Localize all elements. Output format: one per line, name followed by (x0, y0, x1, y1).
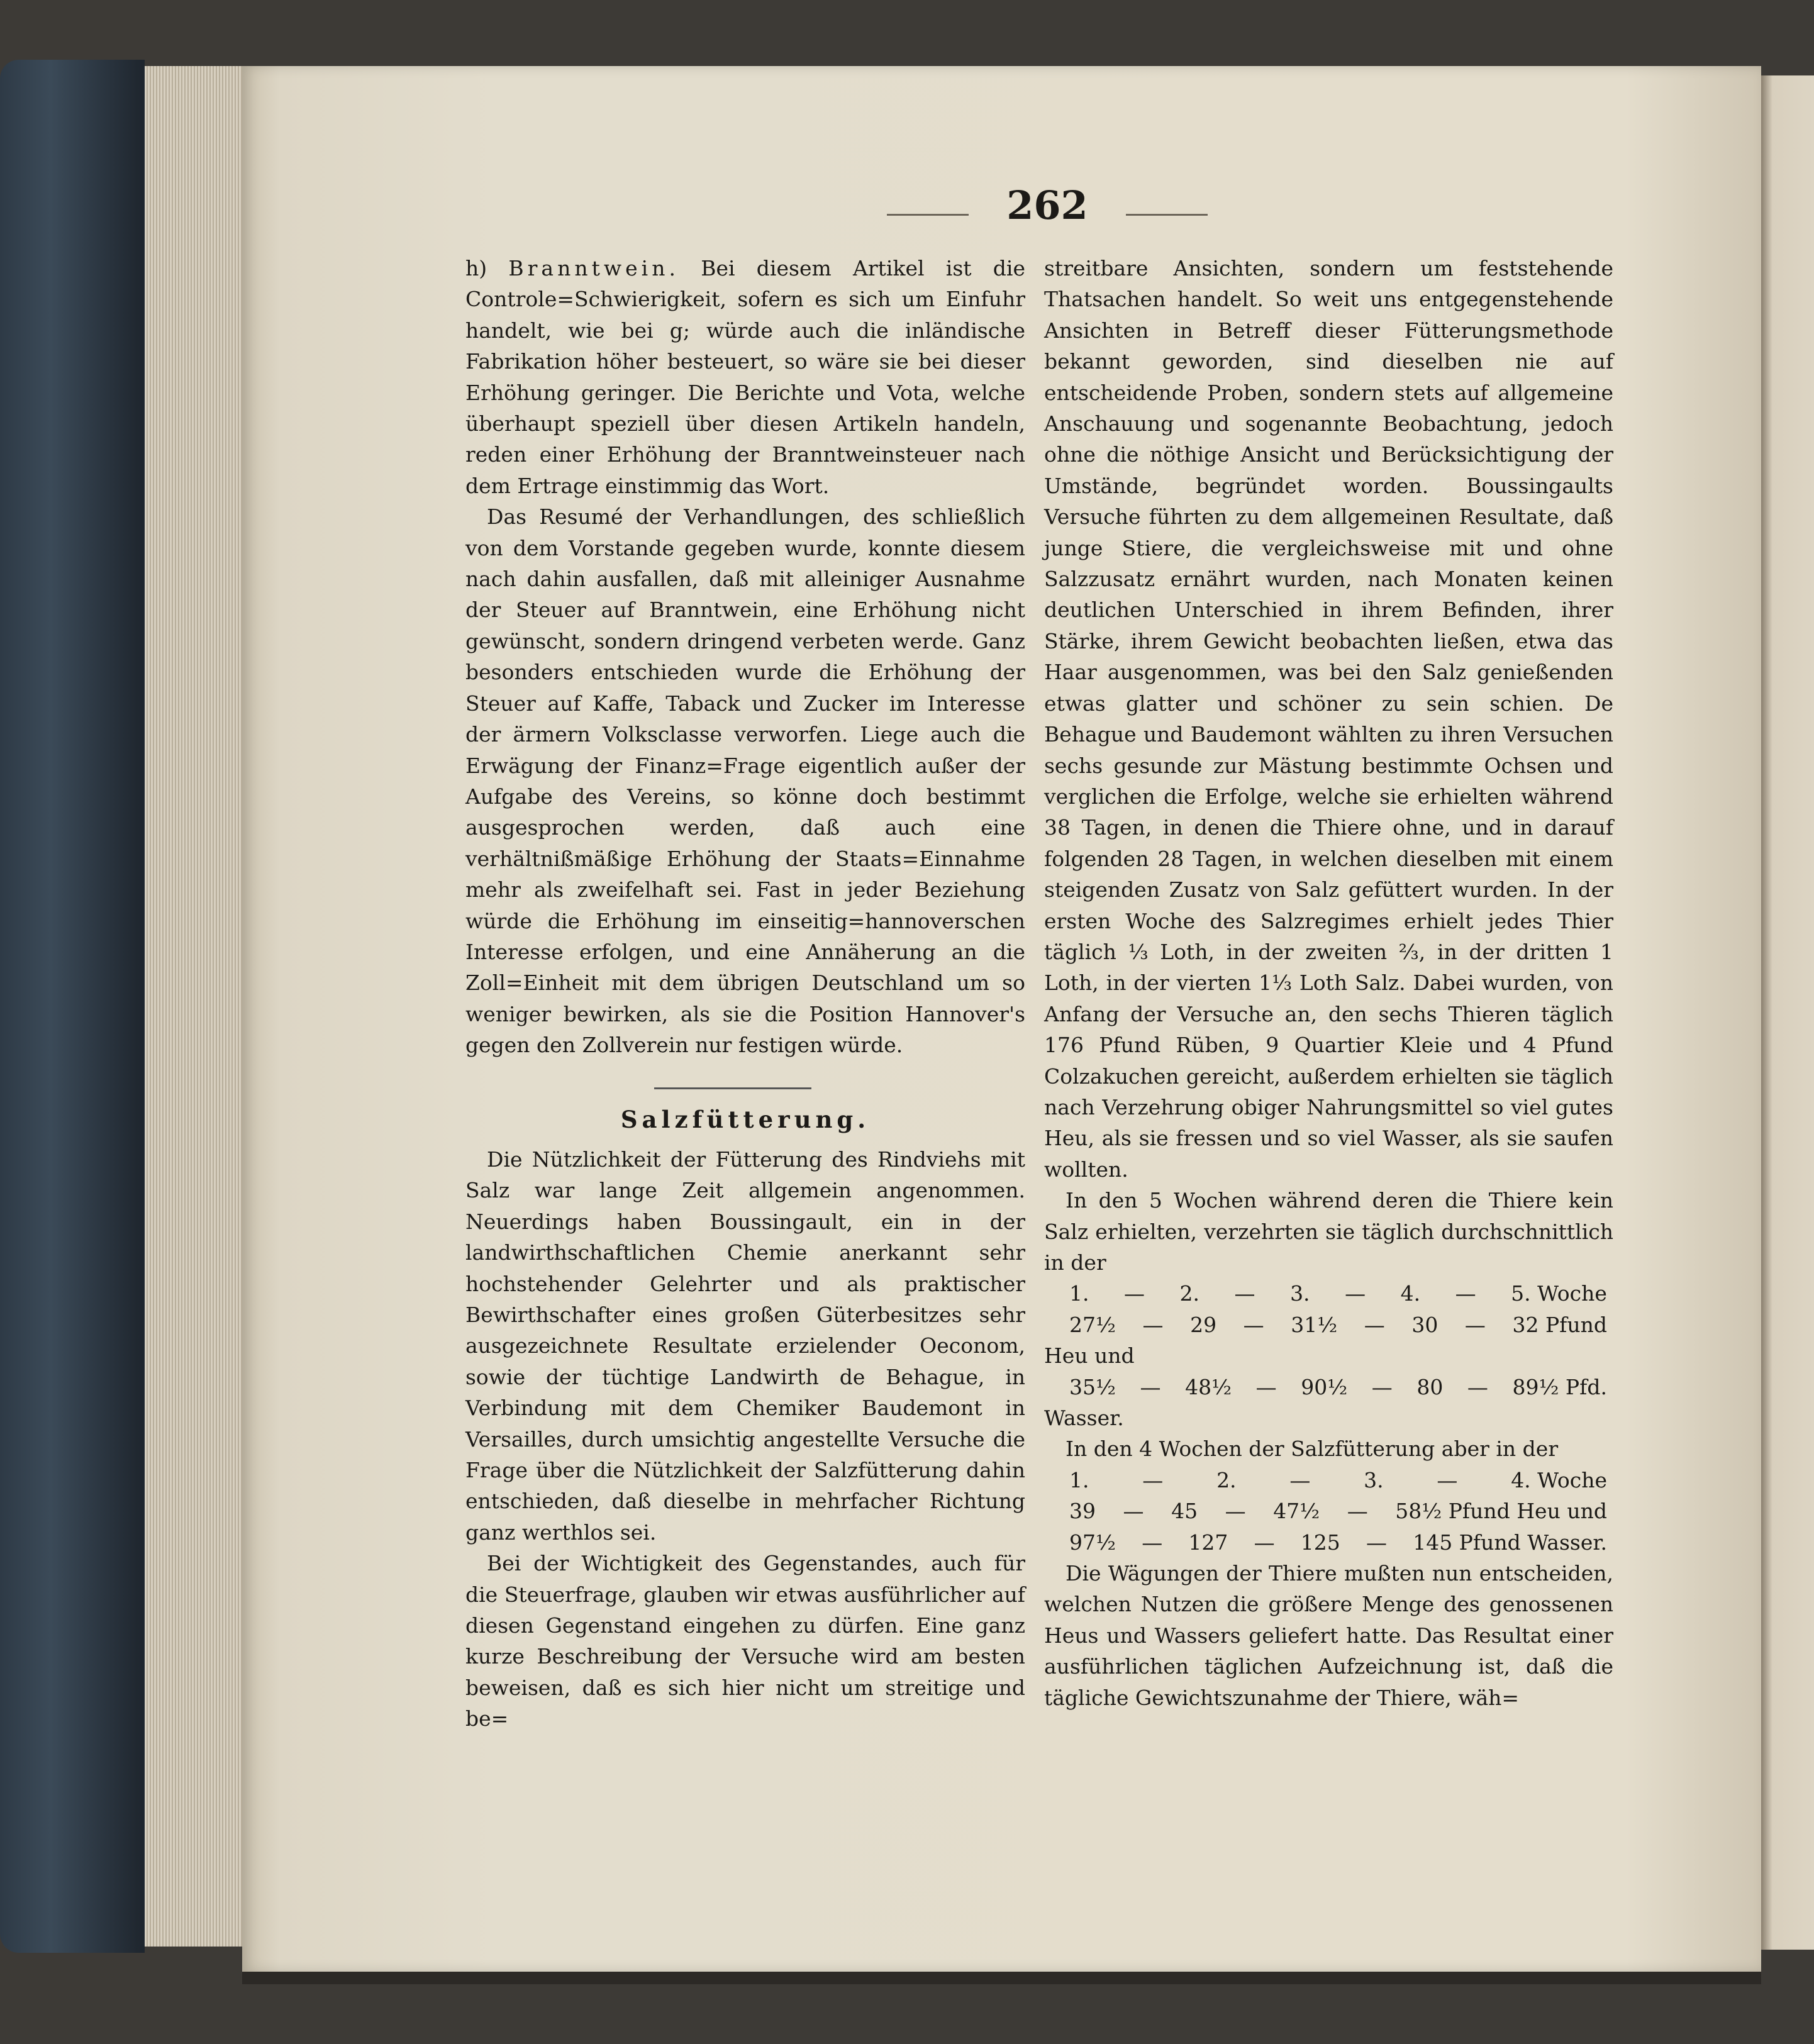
right-column (1044, 253, 1613, 1713)
paragraph-text: Bei diesem Artikel ist die Controle=Schwierigkeit, sofern es sich um Einfuhr handelt, wie bei g; würde auch die inländische Fabrikation höher besteuert, so wäre sie bei dieser Erhöhung geringer. Die Berichte und Vota, welche überhaupt speziell über diesen Artikeln handeln, reden einer Erhöhung der Branntweinsteuer nach dem Ertrage einstimmig das Wort. (465, 256, 1025, 498)
bottom-shadow (242, 1972, 1761, 1984)
paragraph-mit-salz: In den 4 Wochen der Salzfütterung aber in der (1066, 1436, 1559, 1462)
table1-weeks-row (1044, 1278, 1613, 1309)
table-cell: — (1142, 1530, 1163, 1555)
table1-water-row (1044, 1372, 1613, 1402)
table-cell: 1. (1069, 1281, 1089, 1306)
table-cell: — (1364, 1312, 1385, 1337)
table-cell: 97½ (1069, 1530, 1116, 1555)
table-cell: 30 (1411, 1312, 1438, 1337)
page-edges (145, 66, 245, 1947)
table1-water-label: Wasser. (1044, 1406, 1124, 1431)
table-cell: — (1437, 1467, 1458, 1492)
table-cell: 45 (1171, 1499, 1198, 1524)
table-cell: — (1366, 1530, 1387, 1555)
table-cell: 39 (1069, 1499, 1096, 1524)
table-cell: 29 (1190, 1312, 1217, 1337)
table-cell: 48½ (1185, 1374, 1232, 1399)
paragraph-wichtigkeit: Bei der Wichtigkeit des Gegenstandes, auch für die Steuerfrage, glauben wir etwas ausführlicher auf diesen Gegenstand eingehen zu dürfen. Eine ganz kurze Beschreibung der Versuche wird am besten beweisen, daß es sich hier nicht um streitige und be= (465, 1551, 1025, 1731)
section-divider (654, 1087, 811, 1089)
table-cell: — (1347, 1499, 1368, 1524)
table-cell: — (1345, 1281, 1366, 1306)
paragraph-branntwein (465, 253, 1025, 501)
facing-page-edge (1761, 75, 1814, 1950)
table-cell: 4. (1400, 1281, 1421, 1306)
table-cell: — (1140, 1374, 1161, 1399)
table-cell: 27½ (1069, 1312, 1116, 1337)
table-cell: 32 Pfund (1512, 1312, 1607, 1337)
paragraph-ohne-salz: In den 5 Wochen während deren die Thiere kein Salz erhielten, verzehrten sie täglich durchschnittlich in der (1044, 1188, 1613, 1275)
table-cell: — (1243, 1312, 1264, 1337)
table-cell: — (1234, 1281, 1255, 1306)
book-cover (0, 60, 145, 1953)
table-cell: 145 Pfund Wasser. (1413, 1530, 1607, 1555)
table-cell: — (1289, 1467, 1311, 1492)
table-cell: 58½ Pfund Heu und (1395, 1499, 1607, 1524)
table-cell: 3. (1290, 1281, 1310, 1306)
item-keyword: Branntwein. (508, 256, 679, 280)
paragraph-resume: Das Resumé der Verhandlungen, des schließlich von dem Vorstande gegeben wurde, konnte diesem nach dahin ausfallen, daß mit alleiniger Ausnahme der Steuer auf Branntwein, eine Erhöhung nicht gewünscht, sondern dringend verbeten werde. Ganz besonders entschieden wurde die Erhöhung der Steuer auf Kaffe, Taback und Zucker im Interesse der ärmern Volksclasse verworfen. Liege auch die Erwägung der Finanz=Frage eigentlich außer der Aufgabe des Vereins, so könne doch bestimmt ausgesprochen werden, daß auch eine verhältnißmäßige Erhöhung der Staats=Einnahme mehr als zweifelhaft sei. Fast in jeder Beziehung würde die Erhöhung im einseitig=hannoverschen Interesse erfolgen, und eine Annäherung an die Zoll=Einheit mit dem übrigen Deutschland um so weniger bewirken, als sie die Position Hannover's gegen den Zollverein nur festigen würde. (465, 504, 1025, 1058)
header-rule-left (887, 214, 969, 216)
section-heading: Salzfütterung. (620, 1105, 871, 1133)
table-cell: — (1142, 1467, 1164, 1492)
header-rule-right (1126, 214, 1208, 216)
table-cell: 35½ (1069, 1374, 1116, 1399)
table-cell: 31½ (1291, 1312, 1338, 1337)
table-cell: — (1464, 1312, 1486, 1337)
page-number: 262 (1006, 182, 1088, 228)
table-cell: 3. (1364, 1467, 1384, 1492)
left-column (465, 253, 1025, 1735)
table-cell: — (1254, 1530, 1275, 1555)
table-cell: 90½ (1301, 1374, 1348, 1399)
table-cell: 1. (1069, 1467, 1089, 1492)
table2-weeks-row (1044, 1465, 1613, 1496)
table-cell: — (1225, 1499, 1246, 1524)
table-cell: — (1255, 1374, 1277, 1399)
table-cell: — (1455, 1281, 1476, 1306)
table-cell: 2. (1179, 1281, 1200, 1306)
paragraph-waegungen: Die Wägungen der Thiere mußten nun entscheiden, welchen Nutzen die größere Menge des genossenen Heus und Wassers geliefert hatte. Das Resultat einer ausführlichen täglichen Aufzeichnung ist, daß die tägliche Gewichtszunahme der Thiere, wäh= (1044, 1561, 1613, 1710)
table-cell: 89½ Pfd. (1512, 1374, 1607, 1399)
table-cell: 127 (1188, 1530, 1228, 1555)
table2-hay-row (1044, 1496, 1613, 1526)
table-cell: 2. (1216, 1467, 1237, 1492)
table-cell: — (1467, 1374, 1488, 1399)
table-cell: — (1123, 1499, 1144, 1524)
table-cell: — (1371, 1374, 1393, 1399)
table1-hay-row (1044, 1309, 1613, 1340)
table-cell: 5. Woche (1511, 1281, 1607, 1306)
table-cell: 47½ (1273, 1499, 1320, 1524)
table-cell: — (1124, 1281, 1145, 1306)
item-label: h) (465, 256, 487, 280)
table-cell: 125 (1300, 1530, 1340, 1555)
table-cell: 4. Woche (1511, 1467, 1607, 1492)
table1-hay-label: Heu und (1044, 1343, 1135, 1369)
paragraph-salzfuetterung-intro: Die Nützlichkeit der Fütterung des Rindviehs mit Salz war lange Zeit allgemein angenommen. Neuerdings haben Boussingault, ein in der landwirthschaftlichen Chemie anerkannt sehr hochstehender Gelehrter und als praktischer Bewirthschafter eines großen Güterbesitzes sehr ausgezeichnete Resultate erzielender Oeconom, sowie der tüchtige Landwirth de Behague, in Verbindung mit dem Chemiker Baudemont in Versailles, durch umsichtig angestellte Versuche die Frage über die Nützlichkeit der Salzfütterung dahin entschieden, daß dieselbe in mehrfacher Richtung ganz werthlos sei. (465, 1147, 1025, 1545)
table2-water-row (1044, 1527, 1613, 1558)
table-cell: — (1142, 1312, 1164, 1337)
paragraph-versuche: streitbare Ansichten, sondern um feststehende Thatsachen handelt. So weit uns entgegenstehende Ansichten in Betreff dieser Fütterungsmethode bekannt geworden, sind dieselben nie auf entscheidende Proben, sondern stets auf allgemeine Anschauung und sogenannte Beobachtung, jedoch ohne die nöthige Ansicht und Berücksichtigung der Umstände, begründet worden. Boussingaults Versuche führten zu dem allgemeinen Resultate, daß junge Stiere, die vergleichsweise mit und ohne Salzzusatz ernährt wurden, nach Monaten keinen deutlichen Unterschied in ihrem Befinden, ihrer Stärke, ihrem Gewicht beobachten ließen, etwa das Haar ausgenommen, was bei den Salz genießenden etwas glatter und schöner zu sein schien. De Behague und Baudemont wählten zu ihren Versuchen sechs gesunde zur Mästung bestimmte Ochsen und verglichen die Erfolge, welche sie erhielten während 38 Tagen, in denen die Thiere ohne, und in darauf folgenden 28 Tagen, in welchen dieselben mit einem steigenden Zusatz von Salz gefüttert wurden. In der ersten Woche des Salzregimes erhielt jedes Thier täglich ⅓ Loth, in der zweiten ⅔, in der dritten 1 Loth, in der vierten 1⅓ Loth Salz. Dabei wurden, von Anfang der Versuche an, den sechs Thieren täglich 176 Pfund Rüben, 9 Quartier Kleie und 4 Pfund Colzakuchen gereicht, außerdem erhielten sie täglich nach Verzehrung obiger Nahrungsmittel so viel gutes Heu, als sie fressen und so viel Wasser, als sie saufen wollten. (1044, 256, 1613, 1182)
table-cell: 80 (1416, 1374, 1444, 1399)
